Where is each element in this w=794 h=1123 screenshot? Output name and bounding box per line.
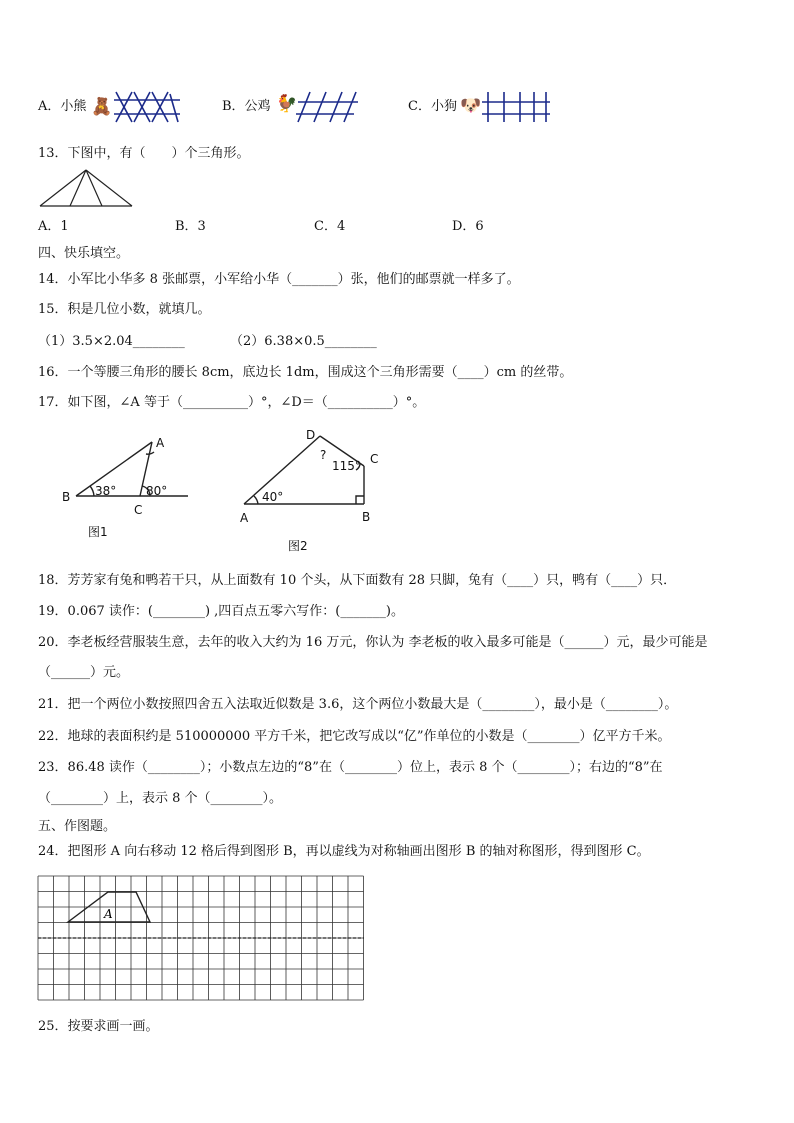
- q21-text: 21．把一个两位小数按照四舍五入法取近似数是 3.6，这个两位小数最大是（________），最小是（________）。: [38, 697, 678, 712]
- fig1-label-b: B: [62, 490, 71, 504]
- option-b-rooster: [222, 98, 271, 116]
- q20-line2: （______）元。: [38, 665, 130, 680]
- q18-text: 18．芳芳家有兔和鸭若干只，从上面数有 10 个头，从下面数有 28 只脚，兔有（____）只，鸭有（____）只．: [38, 573, 677, 588]
- fig1-label-c: C: [134, 503, 143, 517]
- shape-a-label: A: [104, 907, 113, 921]
- q23-line2: （________）上，表示 8 个（________）。: [38, 791, 283, 806]
- q16-text: 16．一个等腰三角形的腰长 8cm，底边长 1dm，围成这个三角形需要（____）cm 的丝带。: [38, 365, 573, 380]
- fig1-label-a: A: [156, 436, 165, 450]
- q17-figure1: [58, 432, 198, 524]
- fig2-label-b: B: [362, 510, 371, 524]
- pattern-b-lines: [296, 92, 362, 124]
- fig2-label-d: D: [306, 428, 316, 442]
- q15-sub1: （1）3.5×2.04________: [38, 334, 185, 349]
- q17-text: 17．如下图，∠A 等于（__________）°，∠D＝（__________）°。: [38, 395, 426, 410]
- q19-text: 19．0.067 读作：(________) ,四百点五零六写作：(_______)。: [38, 604, 404, 619]
- fig2-caption: 图2: [288, 539, 308, 553]
- option-b-label: B．公鸡: [222, 99, 271, 114]
- puppy-icon: 🐶: [460, 96, 482, 116]
- q23-line1: 23．86.48 读作（________）；小数点左边的“8”在（________）位上，表示 8 个（________）；右边的“8”在: [38, 760, 663, 775]
- fig2-angle-d: ?: [320, 448, 327, 462]
- option-c-label: C．小狗: [408, 99, 457, 114]
- fig2-angle-a: 40°: [262, 490, 284, 504]
- rooster-icon: 🐓: [276, 94, 298, 114]
- section5-heading: 五、作图题。: [38, 819, 117, 834]
- q13-option-b: B．3: [175, 219, 206, 234]
- bear-icon: 🧸: [91, 97, 113, 117]
- fig1-angle-b: 38°: [95, 484, 117, 498]
- q13-triangle-figure: [40, 170, 134, 208]
- option-c-puppy: [408, 98, 457, 116]
- section4-heading: 四、快乐填空。: [38, 246, 130, 261]
- q13-option-d: D．6: [452, 219, 484, 234]
- fig2-label-c: C: [370, 452, 379, 466]
- option-a-bear: [38, 98, 86, 116]
- fig2-label-a: A: [240, 511, 249, 525]
- q13-option-c: C．4: [314, 219, 346, 234]
- q13-text: 13．下图中，有（ ）个三角形。: [38, 146, 250, 161]
- q14-text: 14．小军比小华多 8 张邮票，小军给小华（_______）张，他们的邮票就一样多了。: [38, 272, 520, 287]
- fig2-angle-c: 115°: [332, 459, 361, 473]
- q22-text: 22．地球的表面积约是 510000000 平方千米，把它改写成以“亿”作单位的小数是（________）亿平方千米。: [38, 729, 671, 744]
- q24-text: 24．把图形 A 向右移动 12 格后得到图形 B，再以虚线为对称轴画出图形 B 的轴对称图形，得到图形 C。: [38, 844, 650, 859]
- q24-grid: [38, 876, 368, 1002]
- fig1-caption: 图1: [88, 525, 108, 539]
- q15-sub2: （2）6.38×0.5________: [230, 334, 377, 349]
- q15-text: 15．积是几位小数，就填几。: [38, 302, 211, 317]
- q25-text: 25．按要求画一画。: [38, 1019, 159, 1034]
- q13-option-a: A．1: [38, 219, 69, 234]
- pattern-a-lines: [112, 92, 182, 124]
- pattern-c-grid: [482, 92, 552, 124]
- q20-line1: 20．李老板经营服装生意，去年的收入大约为 16 万元，你认为 李老板的收入最多可能是（______）元，最少可能是: [38, 635, 708, 650]
- option-a-label: A．小熊: [38, 99, 87, 114]
- fig1-angle-c: 80°: [146, 484, 168, 498]
